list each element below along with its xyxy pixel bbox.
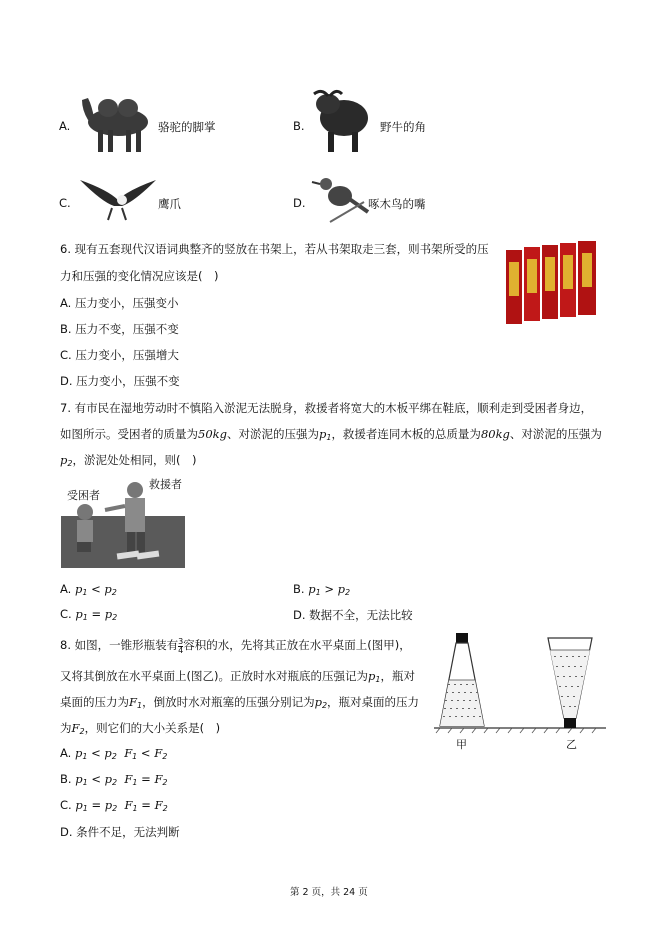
q5-option-c-letter: C. [59, 196, 71, 210]
q7-stem-line1: 7. 有市民在湿地劳动时不慎陷入淤泥无法脱身，救援者将宽大的木板平绑在鞋底，顺利走到受困者身边， [60, 401, 593, 415]
label-trapped: 受困者 [67, 489, 100, 502]
q7-option-b: B. $p_1 > p_2$ [293, 582, 351, 597]
q8-option-d: D. 条件不足，无法判断 [60, 825, 180, 839]
q8-stem-line4: 为$F_2$，则它们的大小关系是( ) [60, 721, 221, 736]
label-yi: 乙 [566, 738, 577, 751]
q8-option-a: A. $p_1 < p_2$ $F_1 < F_2$ [60, 746, 168, 761]
page-footer: 第 2 页，共 24 页 [290, 887, 368, 898]
woodpecker-image [310, 172, 370, 230]
q6-option-b: B. 压力不变，压强不变 [60, 322, 179, 336]
rescue-illustration [61, 476, 185, 568]
q7-option-c: C. $p_1 = p_2$ [60, 607, 118, 622]
q8-option-b: B. $p_1 < p_2$ $F_1 = F_2$ [60, 772, 168, 787]
q8-stem-line3: 桌面的压力为$F_1$，倒放时水对瓶塞的压强分别记为$p_2$，瓶对桌面的压力 [60, 695, 420, 710]
q7-stem-line3: $p_2$，淤泥处处相同，则( ) [60, 453, 197, 468]
q6-option-d: D. 压力变小，压强不变 [60, 374, 180, 388]
q8-stem-line1: 8. 如图，一锥形瓶装有 $\frac{3}{4}$ 容积的水，先将其正放在水平桌面上(图甲)， [60, 637, 411, 655]
label-jia: 甲 [456, 738, 467, 751]
q8-option-c: C. $p_1 = p_2$ $F_1 = F_2$ [60, 798, 168, 813]
dictionary-books-image [506, 240, 602, 326]
q5-option-b-letter: B. [293, 119, 305, 133]
q7-stem-line2: 如图所示。受困者的质量为50kg、对淤泥的压强为$p_1$，救援者连同木板的总质量为80kg、对淤泥的压强为 [60, 427, 602, 442]
q6-option-a: A. 压力变小，压强变小 [60, 296, 179, 310]
q8-stem-line2: 又将其倒放在水平桌面上(图乙)。正放时水对瓶底的压强记为$p_1$，瓶对 [60, 669, 415, 684]
q6-stem-line2: 力和压强的变化情况应该是( ) [60, 269, 219, 283]
q5-option-a-caption: 骆驼的脚掌 [158, 120, 216, 134]
q5-option-b-caption: 野牛的角 [380, 120, 426, 134]
q7-option-a: A. $p_1 < p_2$ [60, 582, 117, 597]
bison-image [308, 88, 380, 156]
eagle-image [78, 174, 158, 224]
q5-option-a-letter: A. [59, 119, 71, 133]
camel-image [76, 92, 158, 156]
flask-diagram [430, 630, 610, 750]
q6-stem-line1: 6. 现有五套现代汉语词典整齐的竖放在书架上，若从书架取走三套，则书架所受的压 [60, 242, 489, 256]
q5-option-d-letter: D. [293, 196, 306, 210]
q5-option-d-caption: 啄木鸟的嘴 [368, 197, 426, 211]
q5-option-c-caption: 鹰爪 [158, 197, 181, 211]
q7-option-d: D. 数据不全，无法比较 [293, 608, 413, 622]
q6-option-c: C. 压力变小，压强增大 [60, 348, 179, 362]
label-rescuer: 救援者 [149, 478, 182, 491]
